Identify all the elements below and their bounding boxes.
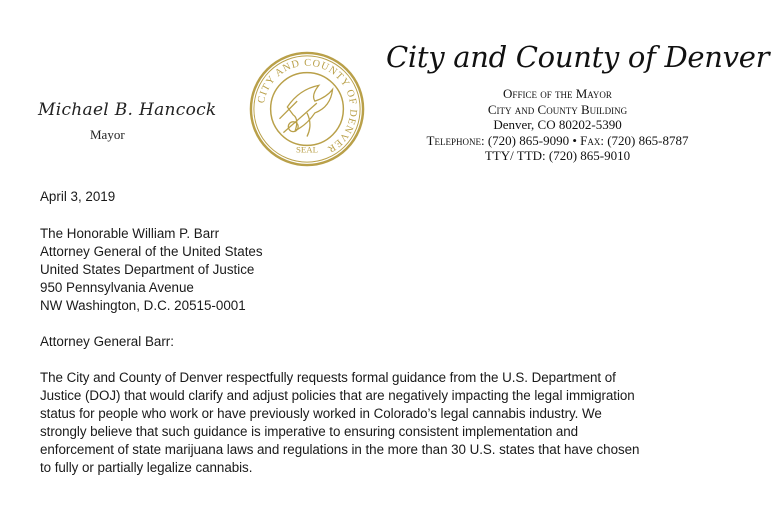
seal-inner-ring [271, 73, 344, 146]
city-seal-logo [248, 50, 366, 168]
seal-bottom-text: SEAL [295, 144, 319, 155]
office-address-block [405, 86, 710, 164]
dove-emblem-icon [279, 85, 332, 136]
mayor-title: Mayor [90, 127, 125, 142]
recipient-city: NW Washington, D.C. 20515-0001 [40, 298, 246, 313]
office-tty: TTY/ TTD: (720) 865-9010 [484, 148, 631, 163]
office-building: City and County Building [487, 101, 628, 117]
mayor-signature-name: Michael B. Hancock [38, 100, 217, 120]
paragraph-line: Justice (DOJ) that would clarify and adjust policies that are negatively impacting the legal immigration [40, 388, 635, 403]
letter-date: April 3, 2019 [40, 189, 116, 204]
recipient-address [40, 225, 745, 315]
office-city: Denver, CO 80202-5390 [493, 117, 622, 132]
recipient-street: 950 Pennsylvania Avenue [40, 280, 194, 295]
paragraph-1 [40, 369, 745, 477]
paragraph-line: enforcement of state marijuana laws and regulations in the more than 30 U.S. states that have chosen [40, 442, 640, 457]
letterhead [0, 0, 782, 180]
paragraph-line: status for people who work or have previously worked in Colorado’s legal cannabis industry. We [40, 406, 602, 421]
salutation: Attorney General Barr: [40, 334, 174, 349]
recipient-title: Attorney General of the United States [40, 244, 263, 259]
seal-ring-text: CITY AND COUNTY OF DENVER [256, 57, 359, 155]
office-phone-fax: Telephone: (720) 865-9090 • Fax: (720) 865-8787 [426, 132, 689, 148]
office-name: Office of the Mayor [503, 86, 612, 101]
city-title: City and County of Denver [386, 40, 770, 74]
paragraph-line: strongly believe that such guidance is imperative to ensuring consistent implementation and [40, 424, 579, 439]
recipient-department: United States Department of Justice [40, 262, 255, 277]
recipient-name: The Honorable William P. Barr [40, 226, 220, 241]
paragraph-line: to fully or partially legalize cannabis. [40, 460, 253, 475]
paragraph-line: The City and County of Denver respectfully requests formal guidance from the U.S. Department of [40, 370, 616, 385]
letter-body [40, 188, 745, 477]
